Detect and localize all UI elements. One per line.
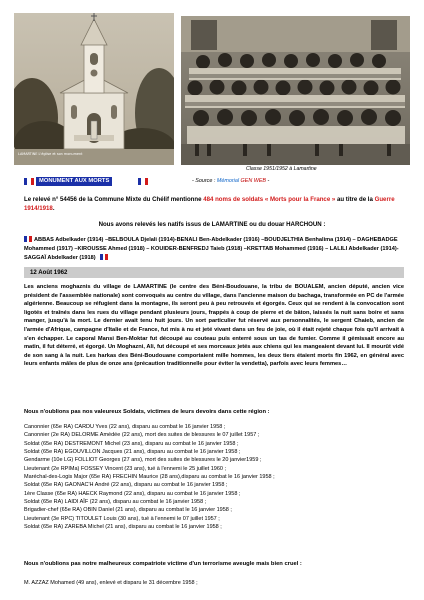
- list-item: Soldat (65e RA) ZAREBA Michel (21 ans), disparu au combat le 16 janvier 1958 ;: [24, 524, 222, 531]
- list-item: Soldat (65e RA) EGOUVILLON Jacques (21 ans), disparu au combat le 16 janvier 1958 ;: [24, 449, 241, 456]
- date-header: 12 Août 1962: [24, 267, 404, 278]
- source-genweb: GEN WEB: [240, 178, 267, 184]
- list-item: Brigadier-chef (65e RA) OBIN Daniel (21 ans), disparu au combat le 16 janvier 1958 ;: [24, 507, 232, 514]
- soldiers-list: [24, 423, 404, 531]
- french-flag-icon: [138, 178, 148, 185]
- french-flag-icon: [24, 236, 32, 242]
- narrative-paragraph: Les anciens moghaznis du village de LAMARTINE (le centre des Béni-Boudouane, la tribu de BOUALEM, ancien député, ancien vice président de l'assemblée nationale) sont convoqués au centre du village, dans l'ancienne maison du bachaga, transformée en PC de l'armée algérienne. Beaucoup se réfugient dans la montagne, ils seront peu à peu retrouvés et égorgés. Ceux qui se rendent à la convocation sont ligotés et traînés dans les rues du village pendant plusieurs jours, frappés à coup de pierre et de bâton, laissés la nuit sans boire et sans manger, jusqu'à la mort. Le dernier avait tenu huit jours. Un sort particulier fut réservé aux personnalités, le sergent Chaieb, ancien de l'armée d'Afrique, campagne d'Italie et de France, fut mis à nu et jeté vivant dans un feu de joie, où il était rejeté chaque fois qu'il arrivait à s'en échapper. Le caporal Mansi Ben-Moktar fut découpé au couteau puis enterré sous un tas de fumier. Comme il gémissait encore au matin, il fut déterré, et égorgé. Un Moghazni, Ali, fut découpé et ses morceaux jetés aux chiens qui les mangeaient devant lui. Il mourût vidé de son sang à la nuit. Les harkas des Béni-Boudouane comportaient mille hommes, les deux tiers étaient morts fin 1962, en général avec leurs enfants mâles de plus de onze ans (précaution traditionnelle pour éviter la vendetta), parfois avec leurs femmes…: [24, 284, 404, 368]
- photo-caption: Classe 1951/1952 à Lamartine: [246, 166, 317, 172]
- natives-note: Nous avons relevés les natifs issus de LAMARTINE ou du douar HARCHOUN :: [98, 221, 326, 228]
- intro-part1: Le relevé n° 54456 de la Commune Mixte du Chélif mentionne: [24, 196, 204, 203]
- victim-entry: M. AZZAZ Mohamed (49 ans), enlevé et disparu le 31 décembre 1958 ;: [24, 580, 198, 586]
- list-item: Lieutenant (2e RPIMa) FOSSEY Vincent (23 ans), tué à l'ennemi le 25 juillet 1960 ;: [24, 465, 227, 472]
- list-item: Lieutenant (3e RPC) TITOULET Louis (30 ans), tué à l'ennemi le 07 juillet 1957 ;: [24, 515, 220, 522]
- intro-highlight: 484 noms de soldats « Morts pour la France »: [203, 196, 336, 203]
- list-item: Gendarme (10e LG) FOLLIOT Georges (27 ans), mort des suites de blessures le 20 janvier1959 ;: [24, 457, 262, 464]
- source-line: [192, 178, 269, 184]
- source-link[interactable]: Mémorial: [216, 178, 240, 184]
- intro-part2: au titre de la: [335, 196, 375, 203]
- photos-row: [14, 13, 410, 165]
- class-photo: [181, 16, 410, 165]
- list-item: Maréchal-des-Logis Major (65e RA) FRECHIN Maurice (28 ans),disparu au combat le 16 janvier 1958 ;: [24, 474, 275, 481]
- french-flag-icon: [24, 178, 34, 185]
- list-item: Soldat (65e RA) DESTREMONT Michel (23 ans), disparu au combat le 16 janvier 1958 ;: [24, 440, 239, 447]
- intro-paragraph: [24, 196, 404, 213]
- monument-label: MONUMENT AUX MORTS: [36, 177, 112, 186]
- natives-list: [24, 236, 404, 262]
- source-suffix: -: [266, 178, 270, 184]
- title-row: [24, 177, 404, 187]
- intro-end: .: [52, 204, 55, 212]
- list-item: Soldat (65e RA) GAONAC'H André (22 ans), disparu au combat le 16 janvier 1958 ;: [24, 482, 228, 489]
- victims-heading: Nous n'oublions pas notre malheureux compatriote victime d'un terrorisme aveugle mais bien cruel :: [24, 561, 302, 567]
- list-item: Soldat (65e RA) LAIDI AÏF (22 ans), disparu au combat le 16 janvier 1958 ;: [24, 499, 207, 506]
- source-prefix: - Source :: [192, 178, 217, 184]
- natives-names: ABBAS Adbelkader (1914) –BELBOULA Djelali (1914)-BENALI Ben-Abdelkader (1916) –BOUDJELTHIA Benhalima (1914) – DAGHEBADGE Mohammed (1917) –KIROUSSE Ahmed (1918) – KOUIDER-BENFREDJ Taieb (1918) –KRETTAB Mohammed (1916) – LALILI Abdelkader (1914)- SAGGAÏ Abdelkader (1918): [24, 237, 399, 261]
- list-item: 1ère Classe (65e RA) HAECK Raymond (22 ans), disparu au combat le 16 janvier 1958 ;: [24, 490, 241, 497]
- intro-war: Guerre 1914/1918: [24, 196, 395, 212]
- church-photo-label: LAMARTINE L'église et son monument: [18, 152, 83, 156]
- list-item: Canonnier (2e RA) DELORME Amédée (22 ans), mort des suites de blessures le 07 juillet 1957 ;: [24, 432, 260, 439]
- french-flag-icon: [100, 254, 108, 260]
- list-item: Canonnier (65e RA) CARDU Yves (22 ans), disparu au combat le 16 janvier 1958 ;: [24, 424, 226, 430]
- soldiers-heading: Nous n'oublions pas nos valeureux Soldats, victimes de leurs devoirs dans cette région :: [24, 409, 270, 415]
- church-photo: [14, 13, 174, 165]
